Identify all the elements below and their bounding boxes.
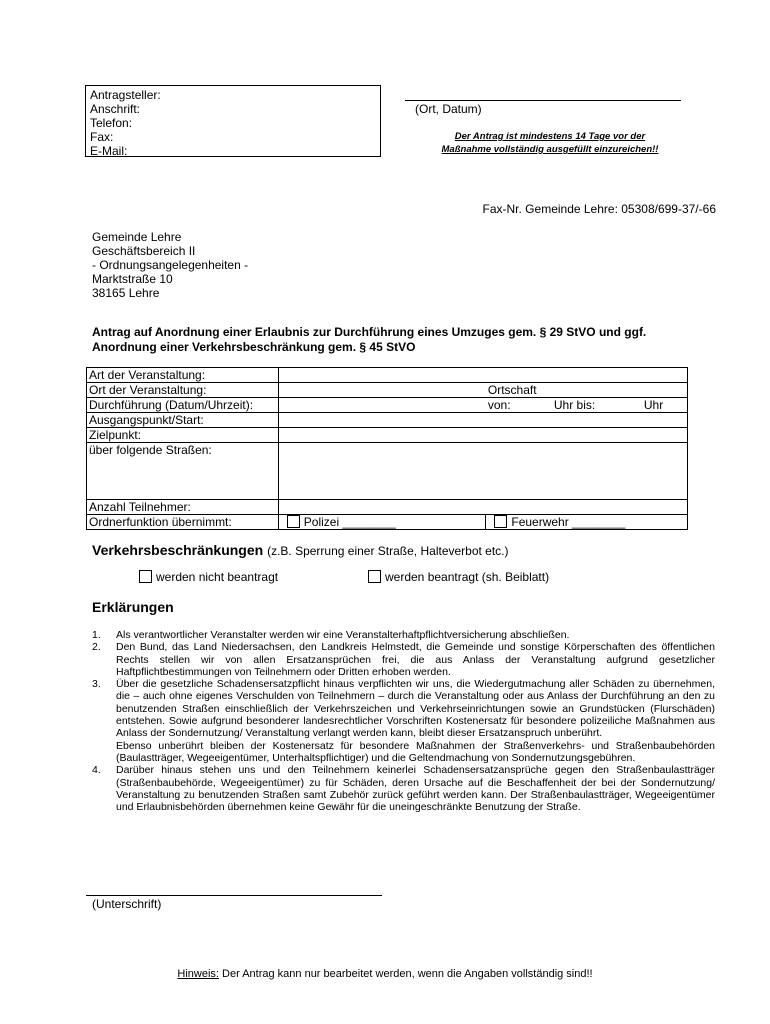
list-item-extra-text: Ebenso unberührt bleiben der Kostenersatz für besondere Maßnahmen der Straßenverkehrs- und Straßenbaubehörden (Baulastträger, Wegeeigentümer, Unterhaltspflichtiger) und die Geltendmachung von Sondernutzungsgebühren. bbox=[116, 739, 715, 764]
fax-number: Fax-Nr. Gemeinde Lehre: 05308/699-37/-66 bbox=[482, 202, 716, 216]
end-point-label: Zielpunkt: bbox=[87, 428, 279, 443]
list-item-number: 4. bbox=[92, 764, 101, 777]
time-from-label: von: bbox=[487, 398, 511, 412]
recipient-line: - Ordnungsangelegenheiten - bbox=[92, 258, 249, 272]
not-requested-checkbox[interactable] bbox=[139, 570, 152, 583]
fire-dept-checkbox[interactable] bbox=[494, 515, 507, 528]
fire-dept-option[interactable] bbox=[486, 515, 688, 530]
list-item bbox=[92, 629, 715, 641]
time-until-label: Uhr bis: bbox=[553, 398, 596, 412]
participants-label: Anzahl Teilnehmer: bbox=[87, 500, 279, 515]
deadline-note-line2: Maßnahme vollständig ausgefüllt einzureichen!! bbox=[441, 144, 659, 155]
deadline-note-line1: Der Antrag ist mindestens 14 Tage vor der bbox=[454, 131, 646, 142]
footer-note bbox=[0, 967, 770, 981]
list-item-text: Über die gesetzliche Schadensersatzpflicht hinaus verpflichten wir uns, die Wiedergutmachung aller Schäden zu übernehmen, die – auch ohne eigenes Verschulden von Teilnehmern – durch die Veranstaltung oder aus Anlass der Durchführung an den zu benutzenden Straßen einschließlich der Verkehrszeichen und Verkehrseinrichtungen sowie an Grundstücken (Flurschäden) entstehen. Sowie aufgrund besonderer landesrechtlicher Vorschriften Kostenersatz für besondere polizeiliche Maßnahmen aus Anlass der Sondernutzung/ Veranstaltung verlangt werden kann, bleibt dieser Ersatzanspruch unberührt. bbox=[116, 678, 715, 740]
recipient-line: Gemeinde Lehre bbox=[92, 230, 182, 244]
list-item bbox=[92, 678, 715, 764]
event-form-table bbox=[86, 367, 688, 530]
place-date-line[interactable] bbox=[405, 100, 681, 101]
route-streets-label: über folgende Straßen: bbox=[87, 443, 279, 500]
form-title-line2: Anordnung einer Verkehrsbeschränkung gem. § 45 StVO bbox=[92, 340, 416, 354]
footer-note-text: Der Antrag kann nur bearbeitet werden, wenn die Angaben vollständig sind!! bbox=[218, 968, 593, 980]
deadline-note bbox=[400, 130, 700, 156]
event-location-label: Ort der Veranstaltung: bbox=[87, 383, 279, 398]
time-field[interactable] bbox=[486, 398, 688, 413]
list-item-number: 1. bbox=[92, 629, 101, 641]
restrictions-heading-row bbox=[92, 541, 509, 560]
restrictions-requested-option[interactable] bbox=[368, 570, 549, 584]
not-requested-label: werden nicht beantragt bbox=[156, 570, 279, 584]
requested-checkbox[interactable] bbox=[368, 570, 381, 583]
route-streets-field[interactable] bbox=[278, 443, 687, 500]
date-field[interactable] bbox=[278, 398, 486, 413]
fire-dept-label: Feuerwehr ________ bbox=[511, 515, 626, 529]
form-title-line1: Antrag auf Anordnung einer Erlaubnis zur Durchführung eines Umzuges gem. § 29 StVO und ggf. bbox=[92, 325, 647, 339]
applicant-label[interactable]: Antragsteller: bbox=[90, 88, 161, 102]
list-item-number: 3. bbox=[92, 678, 101, 691]
event-location-field[interactable] bbox=[278, 383, 486, 398]
restrictions-heading: Verkehrsbeschränkungen bbox=[92, 542, 264, 558]
requested-label: werden beantragt (sh. Beiblatt) bbox=[385, 570, 550, 584]
declarations-heading: Erklärungen bbox=[92, 599, 174, 615]
police-option[interactable] bbox=[278, 515, 486, 530]
place-date-label: (Ort, Datum) bbox=[415, 102, 482, 116]
email-label[interactable]: E-Mail: bbox=[90, 144, 128, 158]
police-label: Polizei ________ bbox=[303, 515, 396, 529]
list-item bbox=[92, 764, 715, 813]
list-item-text: Darüber hinaus stehen uns und den Teilnehmern keinerlei Schadensersatzansprüche gegen den Straßenbaulastträger (Straßenbaubehörde, Wegeeigentümer) zu für Schäden, deren Ursache auf die Beschaffenheit der bei der Sondernutzung/ Veranstaltung zu benutzenden Straßen samt Zubehör zurück geführt werden kann. Der Straßenbaulastträger, Wegeeigentümer und Erlaubnisbehörden übernehmen keine Gewähr für die uneingeschränkte Benutzung der Straße. bbox=[116, 764, 715, 814]
address-label[interactable]: Anschrift: bbox=[90, 102, 141, 116]
list-item-number: 2. bbox=[92, 641, 101, 654]
footer-note-label: Hinweis: bbox=[177, 968, 219, 980]
event-type-label: Art der Veranstaltung: bbox=[87, 368, 279, 383]
restrictions-hint: (z.B. Sperrung einer Straße, Halteverbot etc.) bbox=[267, 544, 509, 558]
recipient-line: Marktstraße 10 bbox=[92, 272, 173, 286]
fax-label[interactable]: Fax: bbox=[90, 130, 114, 144]
date-time-label: Durchführung (Datum/Uhrzeit): bbox=[87, 398, 279, 413]
district-label: Ortschaft bbox=[487, 383, 537, 397]
signature-line[interactable] bbox=[86, 895, 382, 896]
start-point-field[interactable] bbox=[278, 413, 687, 428]
district-field[interactable] bbox=[486, 383, 688, 398]
participants-field[interactable] bbox=[278, 500, 687, 515]
recipient-address bbox=[92, 230, 248, 300]
list-item-text: Als verantwortlicher Veranstalter werden wir eine Veranstalterhaftpflichtversicherung abschließen. bbox=[116, 629, 570, 641]
recipient-line: 38165 Lehre bbox=[92, 286, 160, 300]
event-type-field[interactable] bbox=[278, 368, 687, 383]
steward-label: Ordnerfunktion übernimmt: bbox=[87, 515, 279, 530]
time-unit-label: Uhr bbox=[643, 398, 664, 412]
signature-label: (Unterschrift) bbox=[92, 897, 162, 911]
list-item-text: Den Bund, das Land Niedersachsen, den Landkreis Helmstedt, die Gemeinde und sonstige Körperschaften des öffentlichen Rechts stellen wir von allen Ersatzansprüchen frei, die aus Anlass der Veranstaltung aufgrund gesetzlicher Haftpflichtbestimmungen von Teilnehmern oder Dritten erhoben werden. bbox=[116, 641, 715, 678]
phone-label[interactable]: Telefon: bbox=[90, 116, 133, 130]
declarations-list bbox=[92, 629, 715, 813]
restrictions-not-requested-option[interactable] bbox=[139, 570, 278, 584]
start-point-label: Ausgangspunkt/Start: bbox=[87, 413, 279, 428]
applicant-box bbox=[85, 85, 381, 157]
end-point-field[interactable] bbox=[278, 428, 687, 443]
form-title bbox=[92, 325, 646, 355]
recipient-line: Geschäftsbereich II bbox=[92, 244, 196, 258]
police-checkbox[interactable] bbox=[287, 515, 300, 528]
list-item bbox=[92, 641, 715, 678]
